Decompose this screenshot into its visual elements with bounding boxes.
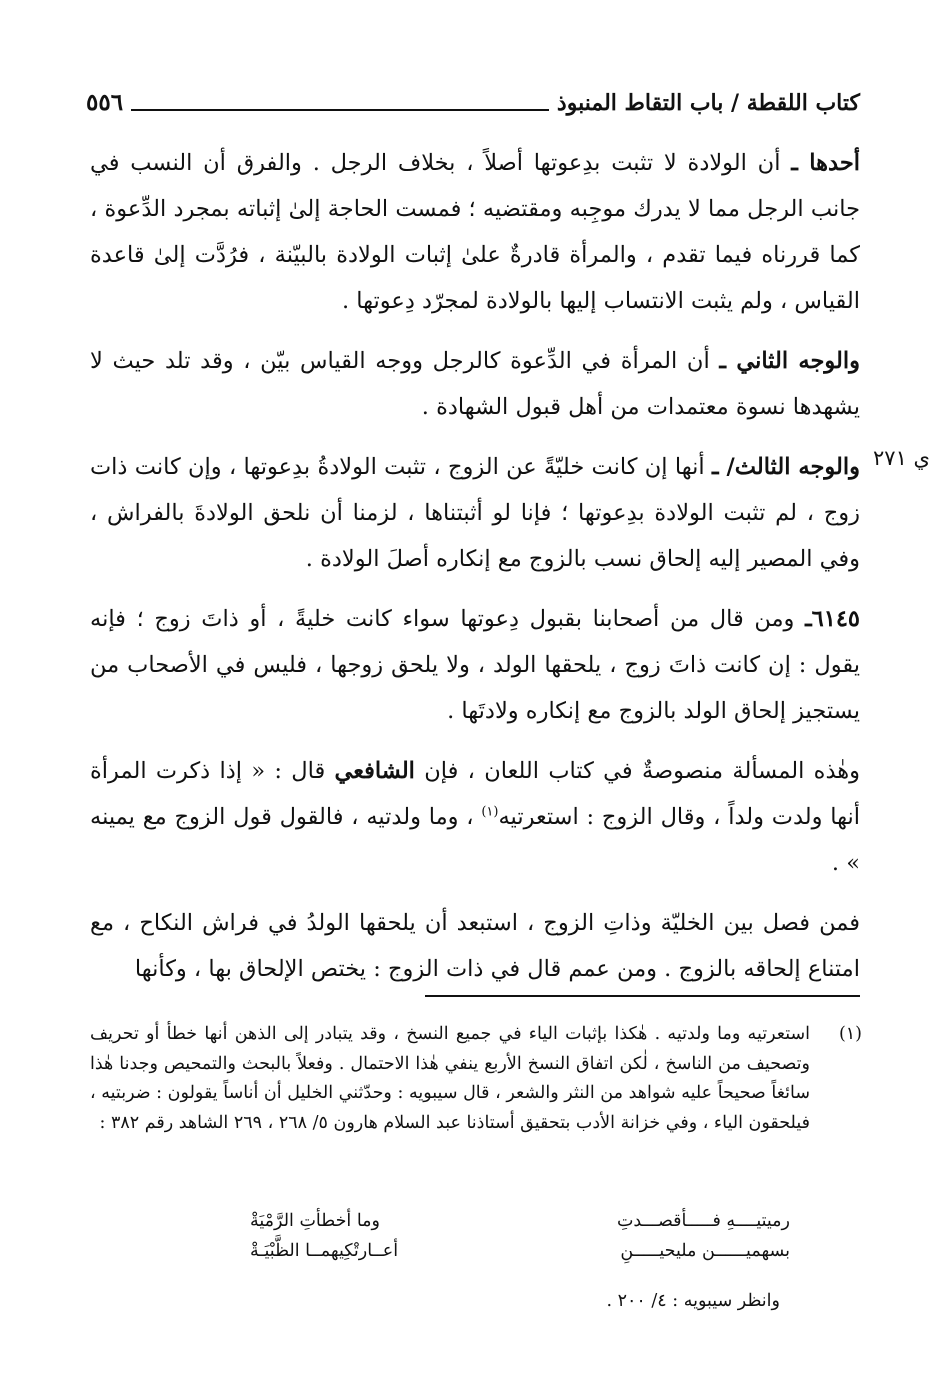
paragraph-text: أن الولادة لا تثبت بدِعوتها أصلاً ، بخلاف الرجل . والفرق أن النسب في جانب الرجل مما لا يدرك موجِبه ومقتضيه ؛ فمست الحاجة إلىٰ إثباته بمجرد الدِّعوة ، كما قررناه فيما تقدم ، والمرأة قادرةٌ علىٰ إثبات الولادة بالبيّنة ، فرُدَّت إلىٰ قاعدة القياس ، ولم يثبت الانتساب إليها بالولادة لمجرّد دِعوتها .	[90, 150, 860, 314]
paragraph-1	[90, 140, 860, 324]
hemistich-right: بسهميــــــن مليحيـــــنِ	[620, 1241, 790, 1261]
paragraph-4	[90, 596, 860, 734]
paragraph-text: ، وما ولدتيه ، فالقول قول الزوج مع يمينه » .	[90, 804, 860, 876]
paragraph-text: قال : « إذا ذكرت المرأة أنها ولدت ولداً ، وقال الزوج : استعرتيه	[90, 758, 860, 830]
paragraph-lead: والوجه الثاني ـ	[719, 348, 860, 374]
paragraph-3	[90, 444, 860, 582]
paragraph-text: أنها إن كانت خليّةً عن الزوج ، تثبت الولادةُ بدِعوتها ، وإن كانت ذات زوج ، لم تثبت الولادة بدِعوتها ؛ فإنا لو أثبتناها ، لزمنا أن نلحق الولادةَ بالفراش ، وفي المصير إليه إلحاق نسب بالزوج مع إنكاره أصلَ الولادة .	[90, 454, 860, 572]
author-name: الشافعي	[334, 758, 415, 784]
footnote-area	[90, 1020, 862, 1138]
chapter-title: كتاب اللقطة / باب التقاط المنبوذ	[556, 90, 860, 116]
footnote-text: استعرتيه وما ولدتيه . هٰكذا بإثبات الياء في جميع النسخ ، وقد يتبادر إلى الذهن أنها خطأ أو تحريف وتصحيف من الناسخ ، لٰكن اتفاق النسخ الأربع ينفي هٰذا الاحتمال . وفعلاً بالبحث والتمحيص وجدنا هٰذا سائغاً صحيحاً عليه شواهد من النثر والشعر ، قال سيبويه : وحدّثني الخليل أن أناساً يقولون : ضربتيه ، فيلحقون الياء ، وفي خزانة الأدب بتحقيق أستاذنا عبد السلام هارون ٥/ ٢٦٨ ، ٢٦٩ الشاهد رقم ٣٨٢ :	[90, 1024, 810, 1133]
paragraph-lead: أحدها ـ	[791, 150, 860, 176]
footnote-number: (١)	[838, 1024, 862, 1044]
header-rule	[131, 109, 549, 111]
poem-verses	[250, 1206, 790, 1266]
paragraph-text: فمن فصل بين الخليّة وذاتِ الزوج ، استبعد أن يلحقها الولدُ في فراش النكاح ، مع امتناع إلحاقه بالزوج . ومن عمم قال في ذات الزوج : يختص الإلحاق بها ، وكأنها	[90, 910, 860, 982]
see-also-reference: وانظر سيبويه : ٤/ ٢٠٠ .	[606, 1291, 780, 1311]
section-number: ٦١٤٥ـ	[805, 606, 860, 632]
poem-line	[250, 1206, 790, 1236]
running-header	[86, 86, 860, 116]
main-text	[90, 140, 860, 1006]
hemistich-left: وما أخطأتِ الرَّمْيَةْ	[250, 1211, 381, 1231]
hemistich-right: رميتيــــهِ فـــــأقصـــدتِ	[616, 1211, 790, 1231]
poem-line	[250, 1236, 790, 1266]
paragraph-text: وهٰذه المسألة منصوصةٌ في كتاب اللعان ، فإن	[414, 758, 861, 784]
footnote-marker[interactable]: (١)	[481, 804, 499, 820]
page-number: ٥٥٦	[86, 89, 124, 116]
footnote-separator	[425, 995, 860, 997]
paragraph-lead: والوجه الثالث/ ـ	[711, 454, 860, 480]
paragraph-text: أن المرأة في الدِّعوة كالرجل ووجه القياس بيّن ، وقد تلد حيث لا يشهدها نسوة معتمدات من أهل قبول الشهادة .	[90, 348, 860, 420]
margin-reference: ي ٢٧١	[873, 446, 930, 470]
paragraph-text: ومن قال من أصحابنا بقبول دِعوتها سواء كانت خليةً ، أو ذاتَ زوج ؛ فإنه يقول : إن كانت ذاتَ زوج ، يلحقها الولد ، ولا يلحق زوجها ، فليس في الأصحاب من يستجيز إلحاق الولد بالزوج مع إنكاره ولادتَها .	[90, 606, 860, 724]
paragraph-5	[90, 748, 860, 886]
paragraph-2	[90, 338, 860, 430]
paragraph-6	[90, 900, 860, 992]
hemistich-left: أعــارتْكِيهمــا الظَّبْيَـةْ	[250, 1241, 399, 1261]
